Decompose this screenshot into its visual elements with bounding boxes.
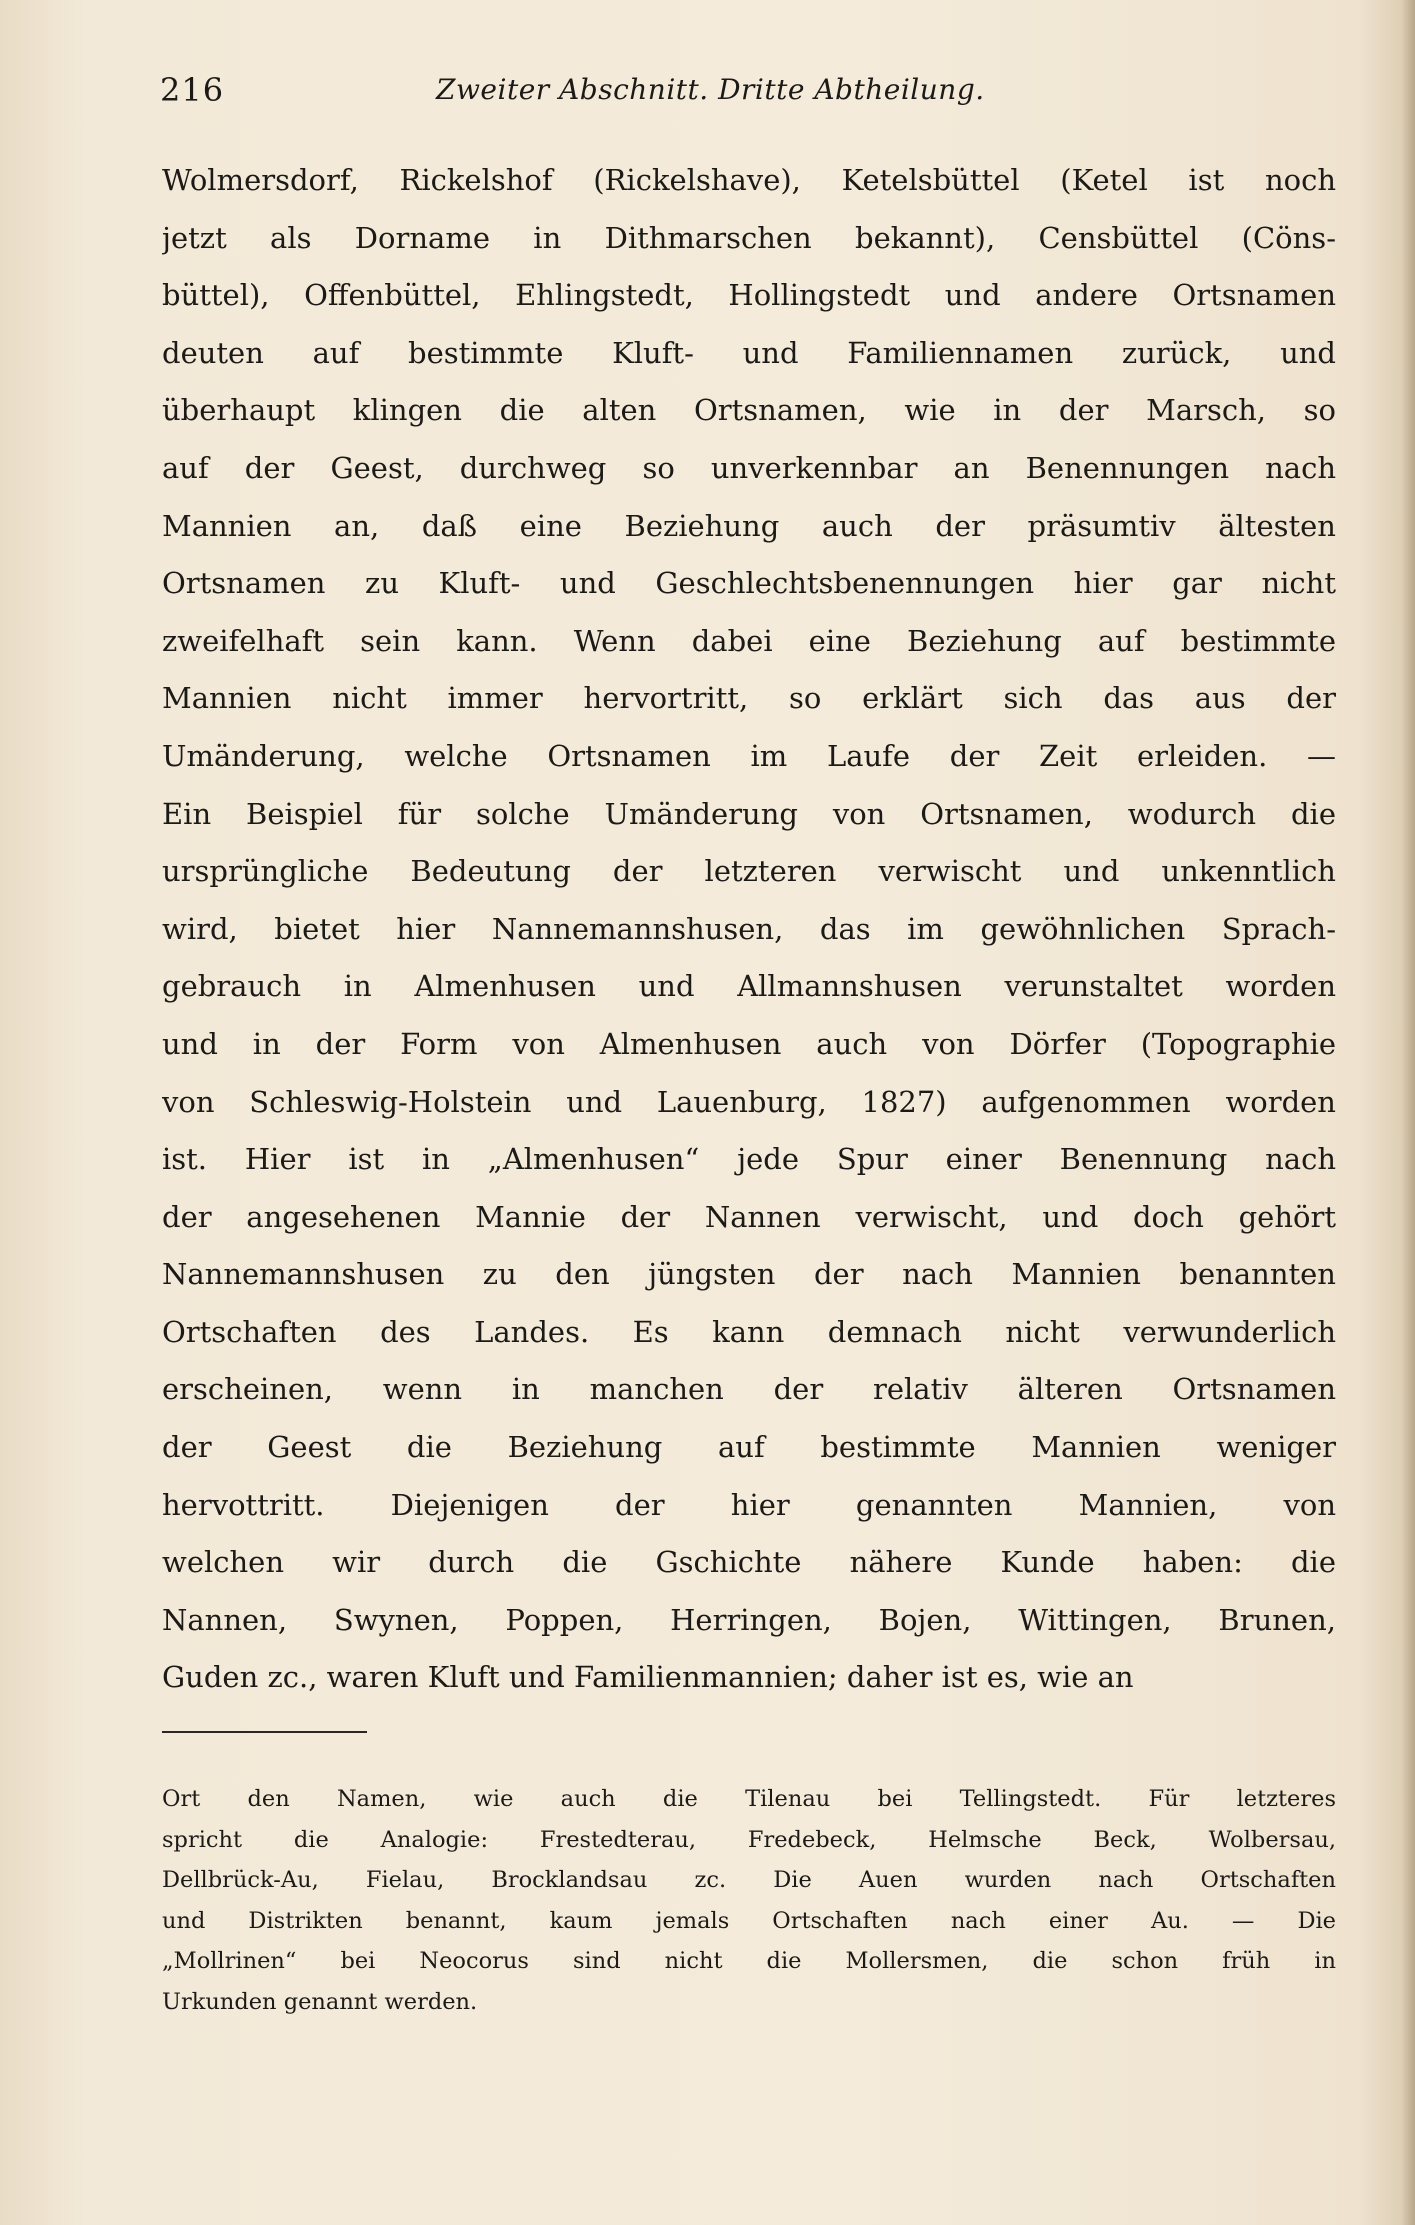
text-line: gebrauch in Almenhusen und Allmannshusen verunstaltet worden [162,969,1336,1004]
running-head: Zweiter Abschnitt. Dritte Abtheilung. [436,73,985,106]
text-line: deuten auf bestimmte Kluft- und Familiennamen zurück, und [162,335,1336,370]
footnote-line: Dellbrück-Au, Fielau, Brocklandsau zc. Die Auen wurden nach Ortschaften [162,1867,1336,1894]
text-line: Nannen, Swynen, Poppen, Herringen, Bojen, Wittingen, Brunen, [162,1602,1336,1637]
footnote-block [162,1779,1336,2023]
page-header [160,60,1335,120]
main-text [162,152,1336,1707]
text-line: und in der Form von Almenhusen auch von Dörfer (Topographie [162,1026,1336,1061]
text-line: der Geest die Beziehung auf bestimmte Mannien weniger [162,1430,1336,1465]
text-line: hervottritt. Diejenigen der hier genannten Mannien, von [162,1487,1336,1522]
text-line: Mannien an, daß eine Beziehung auch der präsumtiv ältesten [162,508,1336,543]
text-line: Ortsnamen zu Kluft- und Geschlechtsbenennungen hier gar nicht [162,566,1336,601]
text-line: überhaupt klingen die alten Ortsnamen, wie in der Marsch, so [162,393,1336,428]
text-line: auf der Geest, durchweg so unverkennbar an Benennungen nach [162,450,1336,485]
text-line: Mannien nicht immer hervortritt, so erklärt sich das aus der [162,681,1336,716]
text-line: jetzt als Dorname in Dithmarschen bekannt), Censbüttel (Cöns- [162,220,1336,255]
text-line: wird, bietet hier Nannemannshusen, das im gewöhnlichen Sprach- [162,911,1336,946]
text-line: Ein Beispiel für solche Umänderung von Ortsnamen, wodurch die [162,796,1336,831]
text-line: Nannemannshusen zu den jüngsten der nach Mannien benannten [162,1257,1336,1292]
text-line: erscheinen, wenn in manchen der relativ älteren Ortsnamen [162,1372,1336,1407]
text-line: ursprüngliche Bedeutung der letzteren verwischt und unkenntlich [162,854,1336,889]
footnote-line: Urkunden genannt werden. [162,1988,478,2015]
text-line: von Schleswig-Holstein und Lauenburg, 1827) aufgenommen worden [162,1084,1336,1119]
page-number: 216 [160,71,225,109]
footnote-divider [162,1731,367,1733]
text-line: Wolmersdorf, Rickelshof (Rickelshave), Ketelsbüttel (Ketel ist noch [162,163,1336,197]
footnote-line: spricht die Analogie: Frestedterau, Fredebeck, Helmsche Beck, Wolbersau, [162,1826,1336,1853]
text-line: welchen wir durch die Gschichte nähere Kunde haben: die [162,1545,1336,1580]
text-line: büttel), Offenbüttel, Ehlingstedt, Hollingstedt und andere Ortsnamen [162,278,1336,313]
footnote-line: Ort den Namen, wie auch die Tilenau bei Tellingstedt. Für letzteres [162,1786,1336,1812]
footnote-line: „Mollrinen“ bei Neocorus sind nicht die Mollersmen, die schon früh in [162,1948,1336,1975]
text-line: der angesehenen Mannie der Nannen verwischt, und doch gehört [162,1199,1336,1234]
text-line: ist. Hier ist in „Almenhusen“ jede Spur einer Benennung nach [162,1142,1336,1177]
text-line: zweifelhaft sein kann. Wenn dabei eine Beziehung auf bestimmte [162,623,1336,658]
page-edge-shadow [1401,0,1415,2225]
text-line: Umänderung, welche Ortsnamen im Laufe der Zeit erleiden. — [162,738,1336,773]
footnote-line: und Distrikten benannt, kaum jemals Ortschaften nach einer Au. — Die [162,1907,1336,1934]
text-line: Ortschaften des Landes. Es kann demnach nicht verwunderlich [162,1314,1336,1349]
text-line: Guden zc., waren Kluft und Familienmannien; daher ist es, wie an [162,1660,1134,1695]
